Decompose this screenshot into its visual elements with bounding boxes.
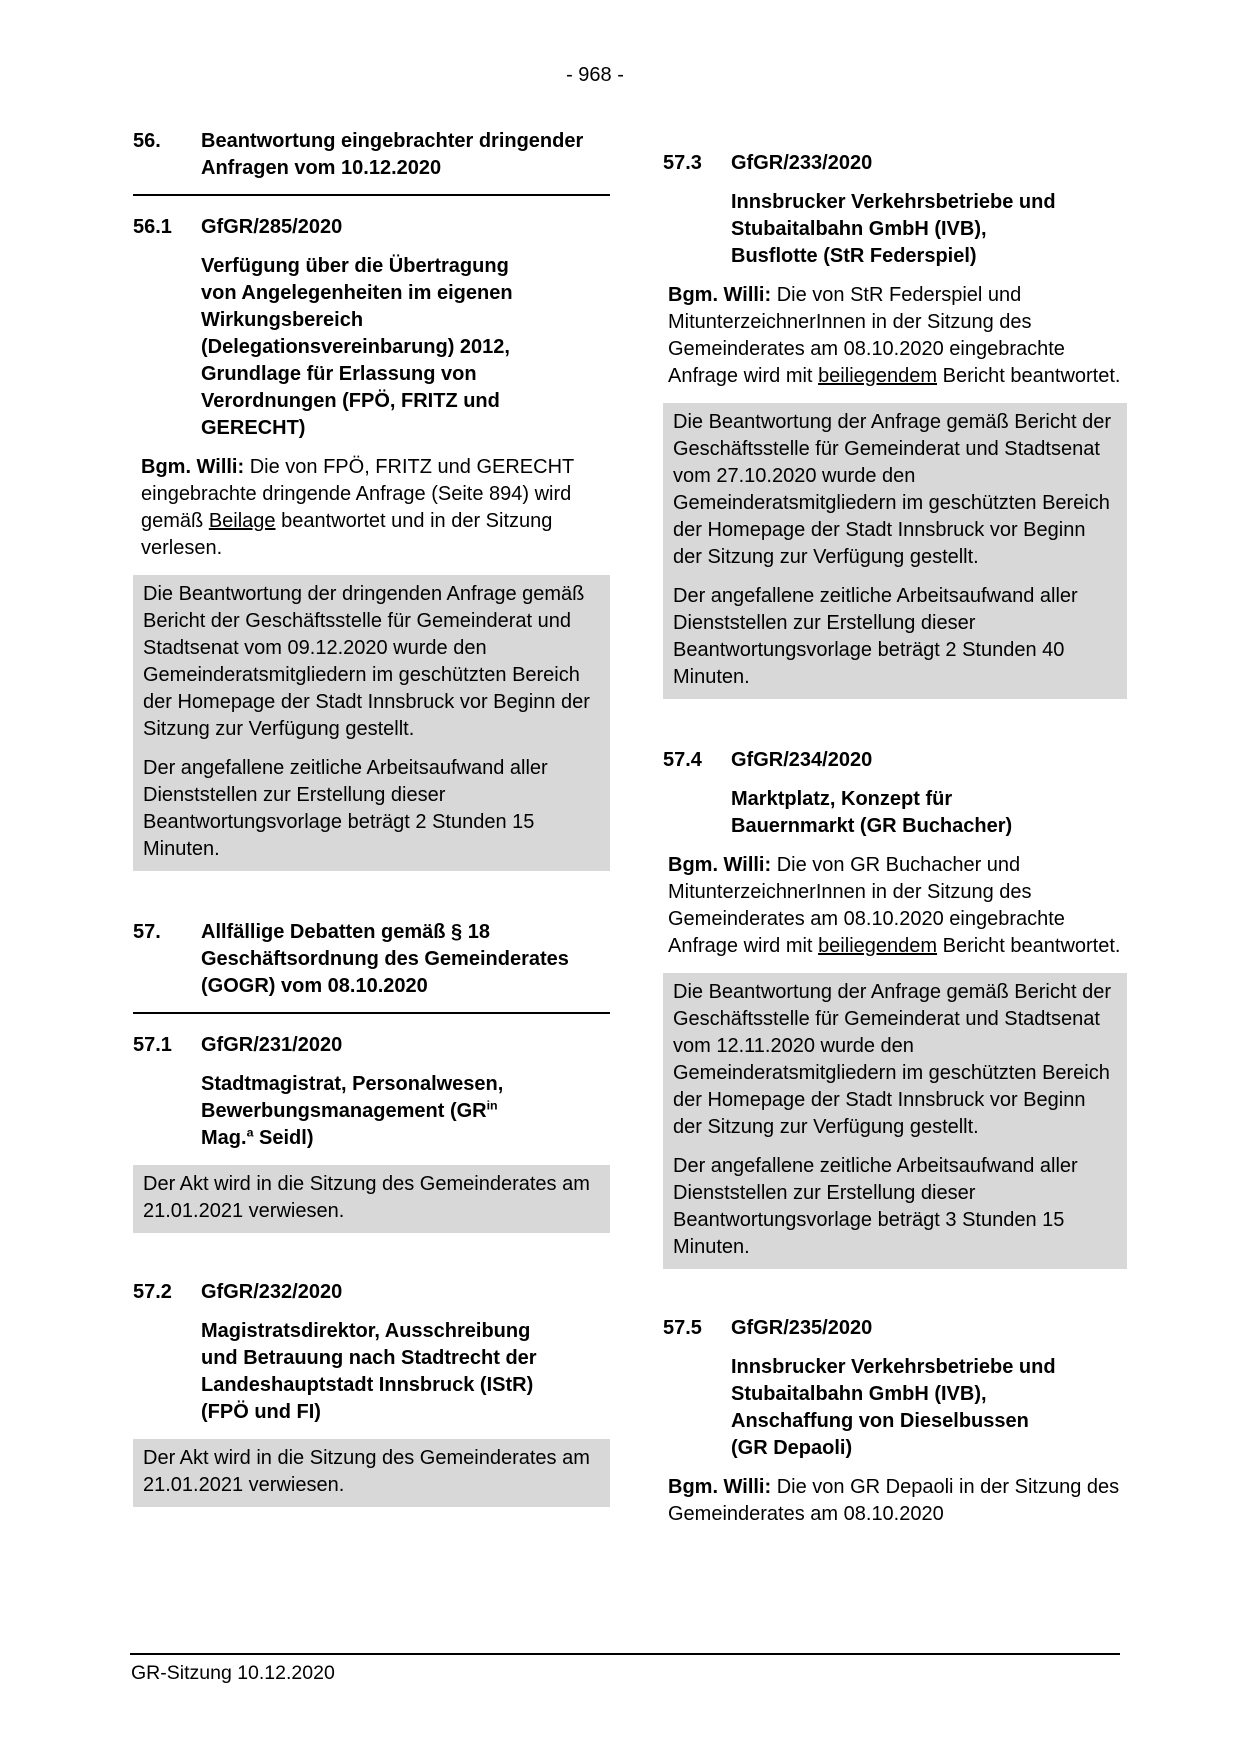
note-paragraph: Die Beantwortung der Anfrage gemäß Bericht der Geschäftsstelle für Gemeinderat und Stadtsenat vom 12.11.2020 wurde den Gemeinderatsmitgliedern im geschützten Bereich der Homepage der Stadt Innsbruck vor Beginn der Sitzung zur Verfügung gestellt. <box>673 981 1112 1138</box>
agenda-item-number: 57. <box>133 921 161 943</box>
left-column <box>133 128 610 1507</box>
superscript-in: in <box>486 1098 498 1113</box>
subitem-number: 57.2 <box>133 1281 172 1303</box>
subitem-56-1-header <box>133 214 610 241</box>
resolution-highlight-block <box>133 1439 610 1507</box>
resolution-highlight-block <box>133 575 610 871</box>
file-reference: GfGR/235/2020 <box>731 1317 873 1339</box>
resolution-highlight-block <box>133 1165 610 1233</box>
subitem-number: 57.1 <box>133 1034 172 1056</box>
attachment-reference: Beilage <box>208 510 276 532</box>
resolution-highlight-block <box>663 403 1127 699</box>
subitem-56-1-title: Verfügung über die Übertragung von Angelegenheiten im eigenen Wirkungsbereich (Delegationsvereinbarung) 2012, Grundlage für Erlassung von Verordnungen (FPÖ, FRITZ und GERECHT) <box>201 255 513 439</box>
speaker-paragraph <box>133 454 610 562</box>
attachment-reference: beiliegendem <box>818 935 938 957</box>
subitem-57-2-header <box>133 1279 610 1306</box>
note-paragraph: Der angefallene zeitliche Arbeitsaufwand aller Dienststellen zur Erstellung dieser Beantwortungsvorlage beträgt 3 Stunden 15 Minuten. <box>673 1155 1078 1258</box>
note-paragraph: Der Akt wird in die Sitzung des Gemeinderates am 21.01.2021 verwiesen. <box>143 1173 590 1222</box>
speaker-name: Bgm. Willi: <box>668 1476 772 1498</box>
title-text: Stadtmagistrat, Personalwesen, Bewerbungsmanagement (GR <box>201 1073 504 1122</box>
right-column <box>663 150 1127 1528</box>
agenda-item-number: 56. <box>133 130 161 152</box>
file-reference: GfGR/234/2020 <box>731 749 873 771</box>
file-reference: GfGR/285/2020 <box>201 216 343 238</box>
speaker-paragraph <box>663 282 1127 390</box>
note-paragraph: Die Beantwortung der dringenden Anfrage gemäß Bericht der Geschäftsstelle für Gemeinderat und Stadtsenat vom 09.12.2020 wurde den Gemeinderatsmitgliedern im geschützten Bereich der Homepage der Stadt Innsbruck vor Beginn der Sitzung zur Verfügung gestellt. <box>143 583 590 740</box>
speaker-text: Die von GR Depaoli in der Sitzung des Gemeinderates am 08.10.2020 <box>668 1476 1120 1525</box>
subitem-57-5-header <box>663 1315 1127 1342</box>
footer-session-label: GR-Sitzung 10.12.2020 <box>131 1662 335 1684</box>
note-paragraph: Der Akt wird in die Sitzung des Gemeinderates am 21.01.2021 verwiesen. <box>143 1447 590 1496</box>
subitem-57-3-title: Innsbrucker Verkehrsbetriebe und Stubaitalbahn GmbH (IVB), Busflotte (StR Federspiel) <box>731 191 1056 267</box>
note-paragraph: Die Beantwortung der Anfrage gemäß Bericht der Geschäftsstelle für Gemeinderat und Stadtsenat vom 27.10.2020 wurde den Gemeinderatsmitgliedern im geschützten Bereich der Homepage der Stadt Innsbruck vor Beginn der Sitzung zur Verfügung gestellt. <box>673 411 1112 568</box>
title-text: Seidl) <box>253 1127 314 1149</box>
subitem-number: 57.3 <box>663 152 702 174</box>
speaker-text: beantwortet und in der Sitzung verlesen. <box>141 510 553 559</box>
speaker-name: Bgm. Willi: <box>141 456 245 478</box>
agenda-item-56-heading <box>133 128 610 196</box>
page-number: - 968 - <box>566 64 624 86</box>
agenda-item-57-heading <box>133 919 610 1014</box>
subitem-57-1-header <box>133 1032 610 1059</box>
file-reference: GfGR/231/2020 <box>201 1034 343 1056</box>
speaker-name: Bgm. Willi: <box>668 284 772 306</box>
subitem-number: 56.1 <box>133 216 172 238</box>
subitem-number: 57.5 <box>663 1317 702 1339</box>
agenda-item-title: Allfällige Debatten gemäß § 18 Geschäftsordnung des Gemeinderates (GOGR) vom 08.10.2020 <box>201 921 569 997</box>
subitem-57-2-title: Magistratsdirektor, Ausschreibung und Betrauung nach Stadtrecht der Landeshauptstadt Innsbruck (IStR) (FPÖ und FI) <box>201 1320 537 1423</box>
speaker-text: Bericht beantwortet. <box>937 365 1121 387</box>
speaker-text: Die von StR Federspiel und MitunterzeichnerInnen in der Sitzung des Gemeinderates am 08.10.2020 eingebrachte Anfrage wird mit <box>668 284 1065 387</box>
speaker-text: Die von GR Buchacher und MitunterzeichnerInnen in der Sitzung des Gemeinderates am 08.10.2020 eingebrachte Anfrage wird mit <box>668 854 1065 957</box>
speaker-text: Bericht beantwortet. <box>937 935 1121 957</box>
speaker-paragraph <box>663 1474 1127 1528</box>
note-paragraph: Der angefallene zeitliche Arbeitsaufwand aller Dienststellen zur Erstellung dieser Beantwortungsvorlage beträgt 2 Stunden 15 Minuten. <box>143 757 548 860</box>
note-paragraph: Der angefallene zeitliche Arbeitsaufwand aller Dienststellen zur Erstellung dieser Beantwortungsvorlage beträgt 2 Stunden 40 Minuten. <box>673 585 1078 688</box>
subitem-57-4-title: Marktplatz, Konzept für Bauernmarkt (GR Buchacher) <box>731 788 1013 837</box>
subitem-57-3-header <box>663 150 1127 177</box>
subitem-57-1-title <box>201 1071 541 1152</box>
speaker-paragraph <box>663 852 1127 960</box>
superscript-a: a <box>246 1125 254 1140</box>
subitem-number: 57.4 <box>663 749 702 771</box>
resolution-highlight-block <box>663 973 1127 1269</box>
title-text: Mag. <box>201 1127 247 1149</box>
speaker-name: Bgm. Willi: <box>668 854 772 876</box>
subitem-57-4-header <box>663 747 1127 774</box>
subitem-57-5-title: Innsbrucker Verkehrsbetriebe und Stubaitalbahn GmbH (IVB), Anschaffung von Dieselbussen (GR Depaoli) <box>731 1356 1056 1459</box>
file-reference: GfGR/232/2020 <box>201 1281 343 1303</box>
attachment-reference: beiliegendem <box>818 365 938 387</box>
agenda-item-title: Beantwortung eingebrachter dringender Anfragen vom 10.12.2020 <box>201 130 584 179</box>
speaker-text: Die von FPÖ, FRITZ und GERECHT eingebrachte dringende Anfrage (Seite 894) wird gemäß <box>141 456 574 532</box>
file-reference: GfGR/233/2020 <box>731 152 873 174</box>
footer-divider <box>130 1653 1120 1655</box>
